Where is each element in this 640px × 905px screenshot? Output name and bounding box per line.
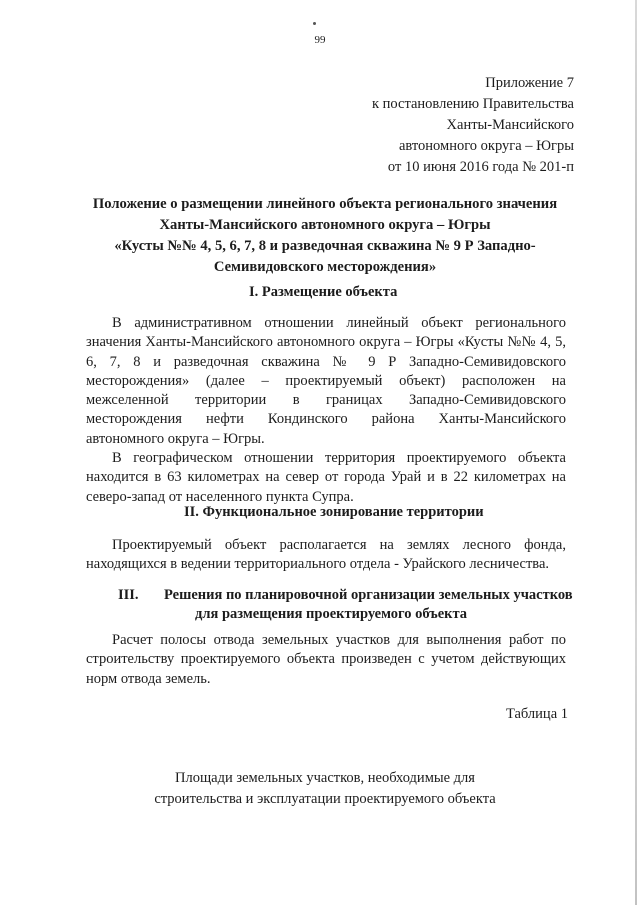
appendix-block [372, 73, 574, 178]
heading-line: Решения по планировочной организации земельных участков [164, 587, 573, 603]
paragraph: Проектируемый объект располагается на землях лесного фонда, находящихся в ведении территориального отдела - Урайского лесничества. [86, 537, 566, 573]
title-line: Положение о размещении линейного объекта регионального значения [92, 196, 558, 212]
appendix-line: Ханты-Мансийского [446, 117, 574, 133]
title-line: Семивидовского месторождения» [213, 259, 437, 275]
section-heading-placement: I. Размещение объекта [249, 284, 398, 300]
page-number: 99 [314, 34, 326, 46]
appendix-line: к постановлению Правительства [372, 96, 574, 112]
paragraph: В географическом отношении территория проектируемого объекта находится в 63 километрах на север от города Урай и в 22 километрах на северо-запад от населенного пункта Супра. [86, 450, 566, 505]
document-title [70, 194, 580, 278]
section-placement-body [86, 314, 566, 507]
appendix-line: автономного округа – Югры [398, 138, 574, 154]
section-number: III. [118, 587, 139, 603]
table-label: Таблица 1 [505, 706, 568, 722]
heading-line: для размещения проектируемого объекта [195, 606, 468, 622]
section-planning-body [86, 631, 566, 689]
scan-speck [313, 22, 316, 25]
title-line: «Кусты №№ 4, 5, 6, 7, 8 и разведочная скважина № 9 Р Западно- [114, 238, 536, 254]
appendix-line: Приложение 7 [485, 75, 574, 91]
table-title-line: строительства и эксплуатации проектируемого объекта [154, 791, 496, 807]
appendix-line: от 10 июня 2016 года № 201-п [387, 159, 574, 175]
paragraph: В административном отношении линейный объект регионального значения Ханты-Мансийского автономного округа – Югры «Кусты №№ 4, 5, 6, 7, 8 и разведочная скважина № 9 Р Западно-Семивидовского месторождения» (далее – проектируемый объект) расположен на межселенной территории в границах Западно-Семивидовского месторождения нефти Кондинского района Ханты-Мансийского автономного округа – Югры. [86, 315, 566, 447]
section-zoning-body [86, 536, 566, 575]
paragraph: Расчет полосы отвода земельных участков для выполнения работ по строительству проектируемого объекта произведен с учетом действующих норм отвода земель. [86, 632, 566, 687]
section-heading-zoning: II. Функциональное зонирование территории [184, 504, 484, 520]
table-title-line: Площади земельных участков, необходимые для [175, 770, 475, 786]
scan-edge [635, 0, 637, 905]
table-title [70, 768, 580, 810]
section-heading-planning [118, 586, 578, 624]
title-line: Ханты-Мансийского автономного округа – Югры [159, 217, 491, 233]
